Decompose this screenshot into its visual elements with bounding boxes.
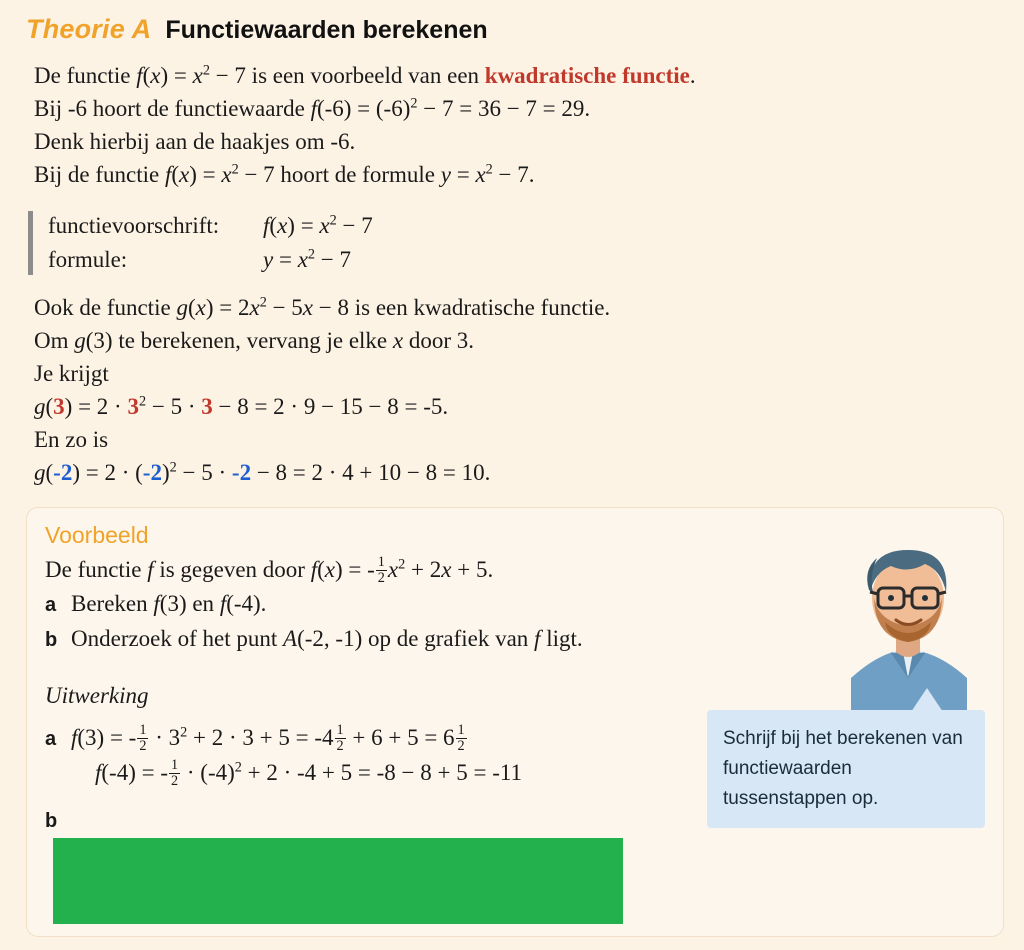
definition-row xyxy=(48,243,1004,277)
item-marker: a xyxy=(45,728,57,751)
item-marker: b xyxy=(45,810,58,833)
definition-label-1: functievoorschrift: xyxy=(48,213,220,238)
item-marker: b xyxy=(45,629,58,652)
definition-value-2: $y = x^2 - 7$ xyxy=(263,246,352,272)
page-title xyxy=(26,14,1004,45)
solution-line-1: f(3) = - $\frac{1}{2}$ · $3^2 + 2 \cdot 3 + 5 = -4$ $\frac{1}{2}$ + 6 + 5 = 6 $\frac{1}{2}$ xyxy=(71,722,465,755)
example-intro: De functie f is gegeven door f(x) = - $\frac{1}{2}$ $x^2 + 2x + 5$. xyxy=(45,554,494,587)
definition-value-1: $f(x) = x^2 - 7$ xyxy=(263,212,373,238)
theory-title: Functiewaarden berekenen xyxy=(165,16,488,44)
theory-line: De functie $f(x) = x^2 - 7$ is een voorbeeld van een kwadratische functie. xyxy=(34,62,696,88)
theory-line: $g(3) = 2 \cdot 3^2 - 5 \cdot 3 - 8 = 2 \cdot 9 - 15 - 8 = -5$. xyxy=(34,393,449,419)
example-card xyxy=(26,507,1004,937)
item-marker: a xyxy=(45,594,57,617)
item-text: Onderzoek of het punt A(-2, -1) op de grafiek van f ligt. xyxy=(71,626,583,652)
example-title: Voorbeeld xyxy=(45,522,149,548)
solution-label: Uitwerking xyxy=(45,683,149,709)
speech-bubble: Schrijf bij het berekenen van functiewaarden tussenstappen op. xyxy=(707,710,985,828)
solution-line-2: f(-4) = - $\frac{1}{2}$ · $(-4)^2 + 2 \cdot -4 + 5 = -8 - 8 + 5 = -11$ xyxy=(95,757,523,790)
avatar xyxy=(833,526,983,716)
theory-block-1 xyxy=(34,59,1004,191)
definition-block xyxy=(34,209,1004,277)
theory-line: Bij -6 hoort de functiewaarde $f(-6) = (-6)^2 - 7 = 36 - 7 = 29$. xyxy=(34,95,591,121)
theory-tag: Theorie A xyxy=(26,14,152,44)
highlight-term: kwadratische functie xyxy=(484,63,690,88)
theory-line: En zo is xyxy=(34,427,109,452)
theory-block-2 xyxy=(34,291,1004,489)
theory-line: $g(-2) = 2 \cdot (-2)^2 - 5 \cdot -2 - 8 = 2 \cdot 4 + 10 - 8 = 10$. xyxy=(34,459,491,485)
theory-line: Ook de functie $g(x) = 2x^2 - 5x - 8$ is een kwadratische functie. xyxy=(34,294,611,320)
theory-line: Denk hierbij aan de haakjes om -6. xyxy=(34,129,356,154)
redaction-box xyxy=(53,838,623,924)
definition-row xyxy=(48,209,1004,243)
definition-label-2: formule: xyxy=(48,247,128,272)
item-text: Bereken f(3) en f(-4). xyxy=(71,591,267,617)
theory-line: Bij de functie $f(x) = x^2 - 7$ hoort de formule $y = x^2 - 7$. xyxy=(34,161,535,187)
theory-line: Je krijgt xyxy=(34,361,109,386)
theory-line: Om g(3) te berekenen, vervang je elke x door 3. xyxy=(34,328,475,353)
